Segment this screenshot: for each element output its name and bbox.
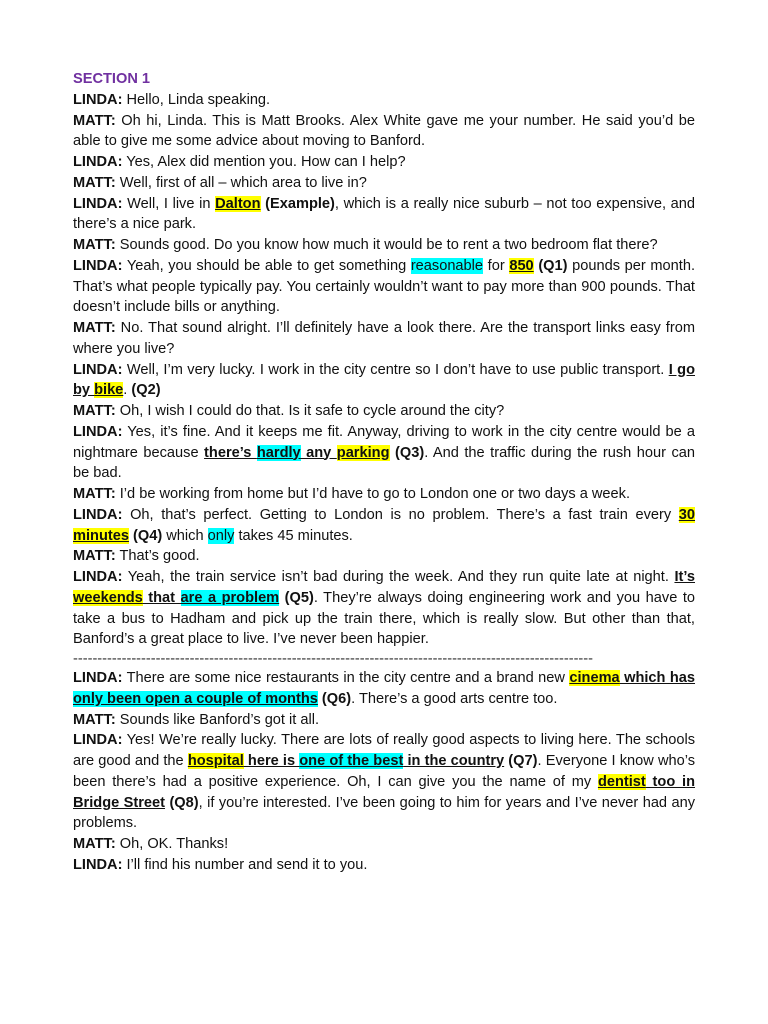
- speaker-label: MATT:: [73, 174, 116, 191]
- dialogue-text: Yeah, you should be able to get something: [122, 257, 411, 274]
- speaker-label: MATT:: [73, 112, 116, 129]
- highlighted-text: one of the best: [299, 753, 404, 769]
- dialogue-line: [73, 505, 695, 547]
- dialogue-line: [73, 401, 695, 422]
- dialogue-text: , which is a really nice suburb – not too expensive, and there’s a nice park.: [73, 195, 695, 233]
- dialogue-text: . There’s a good arts centre too.: [351, 690, 558, 707]
- dialogue-text: Oh hi, Linda. This is Matt Brooks. Alex White gave me your number. He said you’d be able to give me some advice about moving to Banford.: [73, 112, 695, 150]
- highlighted-text: only been open a couple of months: [73, 690, 318, 707]
- speaker-label: LINDA:: [73, 732, 123, 749]
- dialogue-text: Yeah, the train service isn’t bad during the week. And they run quite late at night.: [122, 569, 675, 585]
- transcript-body: [73, 90, 695, 876]
- dialogue-text: pounds per month. That’s what people typically pay. You certainly wouldn’t want to pay more than 900 pounds. That doesn’t include bills or anything.: [73, 257, 695, 316]
- bold-text: too in Bridge Street: [73, 773, 695, 811]
- dialogue-line: [73, 834, 695, 855]
- dialogue-text: Well, first of all – which area to live in?: [115, 174, 367, 191]
- dialogue-text: I’ll find his number and send it to you.: [122, 856, 368, 873]
- bold-text: It’s: [674, 569, 695, 585]
- speaker-label: LINDA:: [73, 506, 123, 523]
- highlighted-text: weekends: [73, 589, 143, 606]
- dialogue-line: [73, 194, 695, 236]
- section-separator: -----------------------------------------------------------------------------------------------------------: [73, 651, 594, 667]
- dialogue-text: No. That sound alright. I’ll definitely have a look there. Are the transport links easy from where you live?: [73, 320, 695, 357]
- dialogue-line: [73, 90, 695, 111]
- highlighted-text: Dalton: [215, 195, 261, 212]
- dialogue-line: [73, 152, 695, 173]
- highlighted-text: dentist: [597, 773, 646, 790]
- speaker-label: LINDA:: [73, 856, 123, 873]
- dialogue-text: Well, I’m very lucky. I work in the city centre so I don’t have to use public transport.: [122, 361, 669, 378]
- dialogue-text: Oh, that’s perfect. Getting to London is no problem. There’s a fast train every: [122, 506, 679, 523]
- highlighted-text: 30 minutes: [73, 506, 695, 544]
- highlighted-text: 850: [509, 257, 534, 274]
- speaker-label: MATT:: [73, 711, 116, 728]
- dialogue-text: . They’re always doing engineering work and you have to take a bus to Hadham and pick up the train there, which is really slow. But other than that, Banford’s a great place to live. I’ve never been happier.: [73, 589, 695, 648]
- bold-text: in the country: [403, 753, 505, 769]
- speaker-label: LINDA:: [73, 195, 123, 212]
- dialogue-text: Oh, OK. Thanks!: [115, 836, 229, 852]
- speaker-label: LINDA:: [73, 257, 123, 274]
- highlighted-text: only: [207, 527, 235, 544]
- dialogue-line: [73, 422, 695, 484]
- dialogue-text: There are some nice restaurants in the city centre and a brand new: [122, 670, 570, 686]
- highlighted-text: are a problem: [180, 589, 280, 606]
- speaker-label: LINDA:: [73, 154, 123, 170]
- speaker-label: LINDA:: [73, 361, 123, 378]
- dialogue-line: [73, 567, 695, 650]
- transcript-page: [73, 69, 695, 876]
- speaker-label: LINDA:: [73, 91, 123, 108]
- bold-text: here is: [243, 753, 300, 769]
- dialogue-text: Sounds good. Do you know how much it would be to rent a two bedroom flat there?: [115, 237, 658, 253]
- bold-text: (Q6): [317, 690, 352, 707]
- dialogue-text: Yes! We’re really lucky. There are lots of really good aspects to living here. The schools are good and the: [73, 732, 695, 769]
- bold-text: I go by: [73, 361, 695, 399]
- dialogue-text: Yes, it’s fine. And it keeps me fit. Anyway, driving to work in the city centre would be a nightmare because: [73, 423, 695, 461]
- highlighted-text: parking: [336, 444, 390, 461]
- bold-text: that: [142, 589, 181, 606]
- bold-text: (Q3): [389, 444, 425, 461]
- speaker-label: MATT:: [73, 237, 116, 253]
- dialogue-text: Sounds like Banford’s got it all.: [115, 711, 320, 728]
- dialogue-line: [73, 256, 695, 318]
- bold-text: any: [300, 444, 337, 461]
- speaker-label: LINDA:: [73, 569, 123, 585]
- dialogue-line: [73, 173, 695, 194]
- dialogue-line: [73, 546, 695, 567]
- dialogue-line: [73, 111, 695, 153]
- bold-text: (Q2): [131, 382, 161, 399]
- highlighted-text: hardly: [256, 444, 301, 461]
- dialogue-line: [73, 855, 695, 876]
- highlighted-text: hospital: [187, 753, 244, 769]
- dialogue-line: [73, 318, 695, 360]
- bold-text: (Q7): [504, 753, 538, 769]
- dialogue-text: Well, I live in: [122, 195, 216, 212]
- speaker-label: MATT:: [73, 548, 116, 565]
- highlighted-text: reasonable: [410, 257, 484, 274]
- dialogue-text: I’d be working from home but I’d have to go to London one or two days a week.: [115, 486, 631, 502]
- dialogue-line: [73, 484, 695, 505]
- dialogue-text: That’s good.: [115, 548, 200, 565]
- highlighted-text: cinema: [569, 670, 620, 686]
- dialogue-text: . Everyone I know who’s been there’s had a positive experience. Oh, I can give you the name of my: [73, 753, 695, 790]
- dialogue-text: for: [483, 257, 510, 274]
- dialogue-line: [73, 710, 695, 731]
- bold-text: there’s: [204, 444, 257, 461]
- speaker-label: MATT:: [73, 836, 116, 852]
- speaker-label: MATT:: [73, 403, 116, 419]
- highlighted-text: bike: [94, 382, 124, 399]
- dialogue-text: Oh, I wish I could do that. Is it safe to cycle around the city?: [115, 403, 505, 419]
- speaker-label: MATT:: [73, 486, 116, 502]
- dialogue-text: which: [162, 527, 208, 544]
- dialogue-line: [73, 730, 695, 834]
- dialogue-text: takes 45 minutes.: [234, 527, 353, 544]
- bold-text: (Example): [260, 195, 335, 212]
- dialogue-text: Hello, Linda speaking.: [122, 91, 271, 108]
- bold-text: which has: [619, 670, 696, 686]
- bold-text: (Q5): [279, 589, 314, 606]
- bold-text: (Q1): [533, 257, 568, 274]
- bold-text: (Q4): [128, 527, 163, 544]
- dialogue-text: , if you’re interested. I’ve been going to him for years and I’ve never had any problems.: [73, 794, 696, 832]
- dialogue-line: [73, 360, 695, 402]
- speaker-label: MATT:: [73, 320, 116, 336]
- dialogue-line: [73, 668, 695, 710]
- speaker-label: LINDA:: [73, 670, 123, 686]
- dialogue-text: .: [123, 382, 132, 399]
- dialogue-text: Yes, Alex did mention you. How can I help?: [122, 154, 406, 170]
- section-heading: SECTION 1: [73, 71, 151, 87]
- dialogue-text: . And the traffic during the rush hour can be bad.: [73, 444, 695, 482]
- dialogue-line: [73, 235, 695, 256]
- bold-text: (Q8): [165, 794, 199, 811]
- speaker-label: LINDA:: [73, 423, 123, 440]
